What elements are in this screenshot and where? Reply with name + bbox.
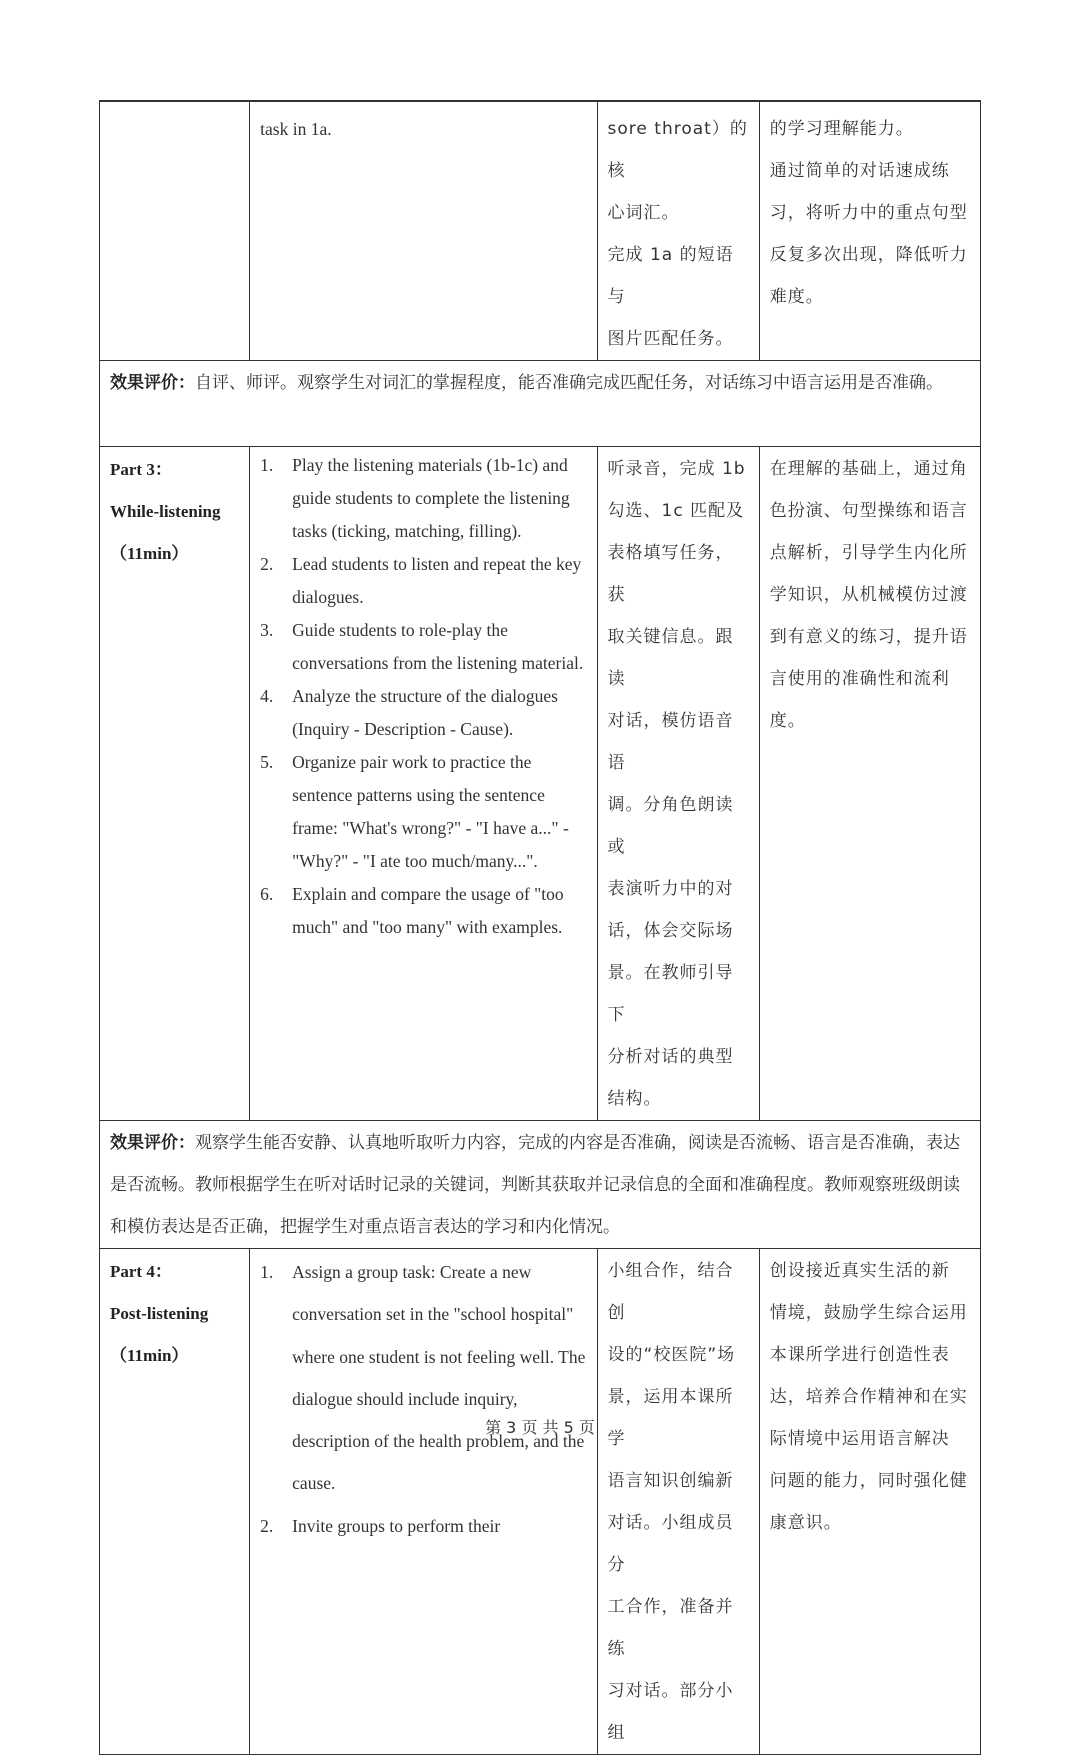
list-item: 3. Guide students to role-play the conversations from the listening material. xyxy=(260,620,584,673)
cell-design-intent xyxy=(759,1249,980,1755)
intent-line: 创设接近真实生活的新 xyxy=(769,1261,950,1281)
lesson-plan-table xyxy=(99,100,981,1755)
student-line: 结构。 xyxy=(607,1089,662,1109)
list-item: 1. Assign a group task: Create a new conversation set in the "school hospital" where one student is not feeling well. The dialogue should include inquiry, description of the health problem, and the cause. xyxy=(260,1262,586,1494)
evaluation-label: 效果评价： xyxy=(110,373,195,393)
student-line: 听录音，完成 1b xyxy=(607,459,746,479)
student-line: sore throat）的核 xyxy=(607,119,748,181)
cell-design-intent xyxy=(759,447,980,1121)
intent-line: 度。 xyxy=(769,711,806,731)
student-line: 景。在教师引导下 xyxy=(607,963,734,1025)
intent-line: 到有意义的练习，提升语 xyxy=(769,627,968,647)
intent-line: 本课所学进行创造性表 xyxy=(769,1345,950,1365)
row-part2-continued xyxy=(100,101,981,361)
intent-line: 习，将听力中的重点句型 xyxy=(769,203,968,223)
evaluation-cell xyxy=(100,1121,981,1249)
intent-line: 难度。 xyxy=(769,287,824,307)
student-line: 工合作，准备并练 xyxy=(607,1597,734,1659)
student-line: 对话，模仿语音语 xyxy=(607,711,734,773)
evaluation-cell xyxy=(100,361,981,447)
teacher-activity-text: task in 1a. xyxy=(260,119,332,139)
page-footer: 第 3 页 共 5 页 xyxy=(485,1418,595,1437)
intent-line: 达，培养合作精神和在实 xyxy=(769,1387,968,1407)
cell-teacher-activity xyxy=(250,101,597,361)
intent-line: 点解析，引导学生内化所 xyxy=(769,543,968,563)
stage-time: （11min） xyxy=(110,1346,189,1365)
list-item: 2. Invite groups to perform their xyxy=(260,1515,501,1536)
row-part3 xyxy=(100,447,981,1121)
student-line: 表演听力中的对 xyxy=(607,879,734,899)
cell-student-activity xyxy=(597,101,759,361)
evaluation-text: 观察学生能否安静、认真地听取听力内容，完成的内容是否准确，阅读是否流畅、语言是否准确，表达是否流畅。教师根据学生在听对话时记录的关键词，判断其获取并记录信息的全面和准确程度。教师观察班级朗读和模仿表达是否正确，把握学生对重点语言表达的学习和内化情况。 xyxy=(110,1133,960,1237)
intent-line: 的学习理解能力。 xyxy=(769,119,914,139)
cell-student-activity xyxy=(597,1249,759,1755)
stage-title: Part 4： xyxy=(110,1262,172,1281)
student-line: 表格填写任务，获 xyxy=(607,543,734,605)
stage-subtitle: Post-listening xyxy=(110,1304,209,1323)
list-item: 2. Lead students to listen and repeat the key dialogues. xyxy=(260,554,582,607)
student-line: 调。分角色朗读或 xyxy=(607,795,734,857)
student-line: 取关键信息。跟读 xyxy=(607,627,734,689)
intent-line: 言使用的准确性和流利 xyxy=(769,669,950,689)
list-item: 4. Analyze the structure of the dialogues (Inquiry - Description - Cause). xyxy=(260,686,558,739)
row-evaluation-2 xyxy=(100,1121,981,1249)
stage-time: （11min） xyxy=(110,544,189,563)
intent-line: 际情境中运用语言解决 xyxy=(769,1429,950,1449)
stage-title: Part 3： xyxy=(110,460,172,479)
intent-line: 色扮演、句型操练和语言 xyxy=(769,501,968,521)
cell-stage xyxy=(100,447,250,1121)
student-line: 景，运用本课所学 xyxy=(607,1387,734,1449)
student-line: 分析对话的典型 xyxy=(607,1047,734,1067)
student-line: 话，体会交际场 xyxy=(607,921,734,941)
cell-stage xyxy=(100,101,250,361)
list-item: 6. Explain and compare the usage of "too much" and "too many" with examples. xyxy=(260,884,564,937)
intent-line: 学知识，从机械模仿过渡 xyxy=(769,585,968,605)
student-line: 设的“校医院”场 xyxy=(607,1345,736,1365)
evaluation-text: 自评、师评。观察学生对词汇的掌握程度，能否准确完成匹配任务，对话练习中语言运用是否准确。 xyxy=(195,373,943,393)
cell-teacher-activity xyxy=(250,447,597,1121)
intent-line: 康意识。 xyxy=(769,1513,842,1533)
student-line: 勾选、1c 匹配及 xyxy=(607,501,745,521)
intent-line: 情境，鼓励学生综合运用 xyxy=(769,1303,968,1323)
list-item: 5. Organize pair work to practice the sentence patterns using the sentence frame: "What's wrong?" - "I have a..." - "Why?" - "I ate too much/many...". xyxy=(260,752,569,871)
cell-design-intent xyxy=(759,101,980,361)
evaluation-label: 效果评价： xyxy=(110,1133,195,1153)
cell-student-activity xyxy=(597,447,759,1121)
stage-subtitle: While-listening xyxy=(110,502,221,521)
student-line: 图片匹配任务。 xyxy=(607,329,734,349)
intent-line: 在理解的基础上，通过角 xyxy=(769,459,968,479)
row-evaluation-1 xyxy=(100,361,981,447)
intent-line: 反复多次出现，降低听力 xyxy=(769,245,968,265)
intent-line: 通过简单的对话速成练 xyxy=(769,161,950,181)
intent-line: 问题的能力，同时强化健 xyxy=(769,1471,968,1491)
list-item: 1. Play the listening materials (1b-1c) and guide students to complete the listening tasks (ticking, matching, filling). xyxy=(260,455,570,541)
student-line: 完成 1a 的短语与 xyxy=(607,245,734,307)
student-line: 习对话。部分小组 xyxy=(607,1681,734,1743)
cell-stage xyxy=(100,1249,250,1755)
student-line: 语言知识创编新 xyxy=(607,1471,734,1491)
student-line: 对话。小组成员分 xyxy=(607,1513,734,1575)
cell-teacher-activity xyxy=(250,1249,597,1755)
row-part4 xyxy=(100,1249,981,1755)
student-line: 心词汇。 xyxy=(607,203,680,223)
student-line: 小组合作，结合创 xyxy=(607,1261,734,1323)
